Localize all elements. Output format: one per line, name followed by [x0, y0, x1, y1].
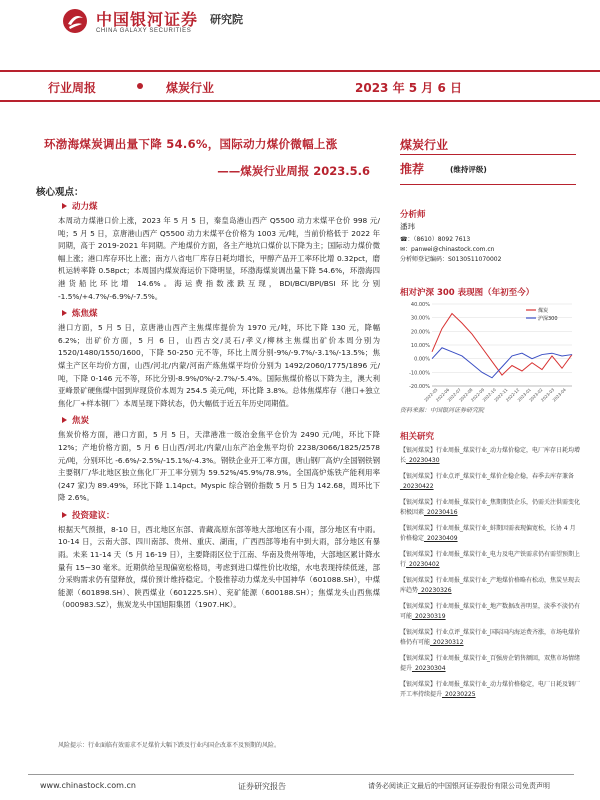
related-research-link[interactable]: _20230409 [424, 535, 458, 542]
section-coke [46, 414, 380, 505]
section-investment-advice [46, 509, 380, 612]
y-tick-label: -10.00% [409, 370, 430, 377]
report-type: 行业周报 [48, 81, 97, 95]
related-research-item[interactable] [400, 550, 580, 570]
related-research-text: 【银河煤炭】行业周报_煤炭行业_蚌期因需表现偏宽松，长协 4 月价格稳定 [400, 525, 576, 542]
chart-source: 资料来源：中国银河证券研究院 [400, 407, 485, 414]
x-tick-label: 2022-11 [493, 387, 509, 403]
footer-divider [28, 774, 574, 775]
related-research-link[interactable]: _20230326 [418, 587, 452, 594]
section-body: 本周动力煤港口价上涨，2023 年 5 月 5 日，秦皇岛港山西产 Q5500 动力末煤平仓价 998 元/吨；5 月 5 日，京唐港山西产 Q5500 动力末煤平仓价格为 1003 元/吨，当前价格低于 2022 年同期，高于 2019-2021 年同期。产地煤价方面，各主产地坑口煤价以下降为主；国际动力煤价微幅上涨；港口库存环比上涨；南方八省电厂库存日耗均增长，甲醇产品开工率环比增 0.32pct，磨机运转率降 0.58pct；本周国内煤炭海运价下降明显，环渤海煤炭调出量下降 54.6%，环渤海四港货船比环比增 14.6%。海运费指数涨跌互现，BDI/BCI/BPI/BSI 环比分别 -1.5%/+4.7%/-6.9%/-7.5%。 [58, 216, 380, 301]
section-body: 焦炭价格方面，港口方面，5 月 5 日，天津港准一级冶金焦平仓价为 2490 元/吨，环比下降 12%；产地价格方面，5 月 6 日山西/河北/内蒙/山东产冶金焦平均价 2238/3066/1825/2578 元/吨，分别环比 -6.6%/-2.5%/-15.1%/-4.3%。钢铁企业开工率方面，唐山钢厂高炉/全国钢铁钢主要钢厂/华北地区独立焦化厂开工率分别为 59.52%/45.9%/78.9%。全国高炉炼铁产能利用率(247 家)为 89.49%，环比下降 1.14pct。Myspic 综合钢价指数 5 月 5 日为 142.68，周环比下降 2.6%。 [58, 430, 380, 503]
rating-note: (维持评级) [450, 165, 487, 174]
related-research-link[interactable]: _20230422 [400, 483, 434, 490]
related-research-item[interactable] [400, 654, 580, 674]
report-title: 环渤海煤炭调出量下降 54.6%，国际动力煤价微幅上涨 [44, 137, 338, 151]
related-research-list [400, 446, 580, 706]
section-heading: 焦炭 [46, 414, 380, 426]
main-content [46, 200, 380, 616]
x-tick-label: 2022-07 [446, 387, 462, 403]
related-research-text: 【银河煤炭】行业周报_煤炭行业_焦期期货企乐，仍需关注供需变化积极因素 [400, 499, 581, 516]
analyst-heading: 分析师 [400, 210, 426, 220]
x-tick-label: 2023-04 [551, 387, 567, 403]
rating: 推荐 [400, 162, 425, 176]
divider [400, 184, 576, 185]
section-coking-coal [46, 307, 380, 410]
related-research-item[interactable] [400, 602, 580, 622]
section-heading: 动力煤 [46, 200, 380, 212]
related-research-text: 【银河煤炭】行业周报_煤炭行业_动力煤价稳定，电厂库存日耗均增长 [400, 447, 581, 464]
related-research-text: 【银河煤炭】行业周报_煤炭行业_电力及电产铁需求仍有需望预期上行 [400, 551, 581, 568]
section-heading: 炼焦煤 [46, 307, 380, 319]
bullet-dot-icon [137, 83, 143, 89]
analyst-name: 潘玮 [400, 222, 415, 231]
x-tick-label: 2023-02 [528, 387, 544, 403]
related-research-link[interactable]: _20230312 [430, 639, 464, 646]
x-tick-label: 2022-08 [458, 387, 474, 403]
x-tick-label: 2022-10 [481, 387, 497, 403]
report-subtitle: ——煤炭行业周报 2023.5.6 [217, 164, 370, 178]
core-label: 核心观点： [36, 187, 84, 198]
chart-title: 相对沪深 300 表现图（年初至今） [400, 288, 535, 298]
footer-disclaimer: 请务必阅读正文最后的中国银河证券股份有限公司免责声明 [368, 782, 550, 790]
y-tick-label: 40.00% [410, 302, 430, 308]
related-research-text: 【银河煤炭】行业点评_煤炭行业_煤价企稳企稳，春季去库存兼备 [400, 473, 575, 480]
related-research-item[interactable] [400, 628, 580, 648]
related-research-link[interactable]: _20230430 [406, 457, 440, 464]
galaxy-logo-icon [62, 8, 88, 34]
related-research-text: 【银河煤炭】行业周报_煤炭行业_动力煤价格稳定，电厂日耗及钢厂开工率持续提升 [400, 681, 581, 698]
section-body: 根据天气预报，8-10 日，西北地区东部、青藏高原东部等地大部地区有小雨，部分地区有中雨。10-14 日，云南大部、四川南部、贵州、重庆、湖南，广西西部等地有中到大雨，部分地区有暴雨。未来 11-14 天（5 月 16-19 日），主要降雨区位于江南、华南及贵州等地，大部地区累计降水量有 15~30 毫米。近期供给呈现偏宽松格局，考虑到进口煤性价比收缩，水电表现持续低迷，部分采购需求仍有望释放，煤价预计维持稳定。个股推荐动力煤龙头中国神华（601088.SH），中煤能源（601898.SH）、陕西煤业（601225.SH）、兖矿能源（600188.SH）；焦煤龙头山西焦煤（000983.SZ），焦炭龙头中国旭阳集团（1907.HK）。 [58, 524, 380, 610]
report-date: 2023 年 5 月 6 日 [355, 81, 462, 95]
logo-english: CHINA GALAXY SECURITIES [96, 28, 192, 34]
section-thermal-coal [46, 200, 380, 303]
related-research-item[interactable] [400, 498, 580, 518]
x-tick-label: 2023-01 [516, 387, 532, 403]
logo-institute: 研究院 [210, 13, 243, 26]
related-research-text: 【银河煤炭】行业周报_煤炭行业_地产数据改善明显，淡季不淡仍有可能 [400, 603, 581, 620]
analyst-license: 分析师登记编码：S0130511070002 [400, 256, 502, 263]
footer-label: 证券研究报告 [238, 782, 286, 791]
related-research-item[interactable] [400, 524, 580, 544]
y-tick-label: 10.00% [410, 343, 430, 349]
x-tick-label: 2022-06 [434, 387, 451, 403]
related-research-heading: 相关研究 [400, 432, 435, 442]
y-tick-label: 20.00% [410, 329, 430, 336]
related-research-link[interactable]: _20230225 [442, 691, 476, 698]
section-heading: 投资建议： [46, 509, 380, 521]
related-research-link[interactable]: _20230319 [412, 613, 446, 620]
analyst-email[interactable]: ✉：panwei@chinastock.com.cn [400, 246, 495, 253]
related-research-link[interactable]: _20230416 [424, 509, 458, 516]
legend-label: 沪深300 [538, 316, 558, 322]
relative-performance-chart [398, 298, 576, 406]
report-industry: 煤炭行业 [166, 81, 215, 95]
related-research-item[interactable] [400, 680, 580, 700]
divider [400, 154, 576, 155]
related-research-item[interactable] [400, 472, 580, 492]
related-research-text: 【银河煤炭】行业周报_煤炭行业_百强房企销售额回，双焦市场情绪提升 [400, 655, 581, 672]
related-research-item[interactable] [400, 576, 580, 596]
related-research-text: 【银河煤炭】行业点评_煤炭行业_国际国内海运费齐涨，市场电煤价格仍有可能 [400, 629, 581, 646]
y-tick-label: 0.00% [414, 356, 430, 363]
related-research-link[interactable]: _20230304 [412, 665, 446, 672]
legend-label: 煤炭 [538, 308, 549, 314]
sidebar-industry-title: 煤炭行业 [400, 138, 449, 152]
y-tick-label: 30.00% [410, 315, 430, 322]
analyst-phone: ☎：（8610）8092 7613 [400, 236, 471, 243]
related-research-item[interactable] [400, 446, 580, 466]
x-tick-label: 2023-03 [539, 387, 556, 403]
logo-name: 中国银河证券 [96, 10, 199, 29]
related-research-text: 【银河煤炭】行业周报_煤炭行业_产地煤价格略有松动，焦炭呈现去库趋势 [400, 577, 581, 594]
footer-url[interactable]: www.chinastock.com.cn [40, 781, 136, 790]
series-line [432, 348, 572, 378]
risk-note: 风险提示：行业面临有效需求不足煤价大幅下跌及行业内国企改革不及预期的风险。 [58, 742, 281, 749]
series-line [432, 314, 572, 375]
x-tick-label: 2022-12 [504, 387, 521, 403]
y-tick-label: -20.00% [409, 384, 430, 390]
x-tick-label: 2022-09 [469, 387, 486, 403]
x-tick-label: 2022-05 [423, 387, 439, 403]
section-body: 港口方面，5 月 5 日，京唐港山西产主焦煤库提价为 1970 元/吨，环比下降 130 元，降幅 6.2%；出矿价方面，5 月 6 日，山西古交/灵石/孝义/柳林主焦煤出矿价本周分别为 1520/1480/1550/1600，下降 50-250 元不等，环比上周分别-9%/-9.7%/-3.1%/-13.5%；焦煤主产区年均价方面，山西/河北/内蒙/河南产炼焦煤平均价分别为 1492/2060/1775/1896 元/吨，下降 0-146 元不等，环比分别-8.9%/0%/-2.7%/-5.4%。国际焦煤价格以下降为主，澳大利亚峰景矿硬焦煤中国到岸现货价本周为 254.5 美元/吨，环比降 3.8%。总体焦煤库存（港口+独立焦化厂+样本钢厂）本周呈现下降状态，仍大幅低于近五年历史同期值。 [58, 323, 380, 408]
related-research-link[interactable]: _20230402 [406, 561, 440, 568]
